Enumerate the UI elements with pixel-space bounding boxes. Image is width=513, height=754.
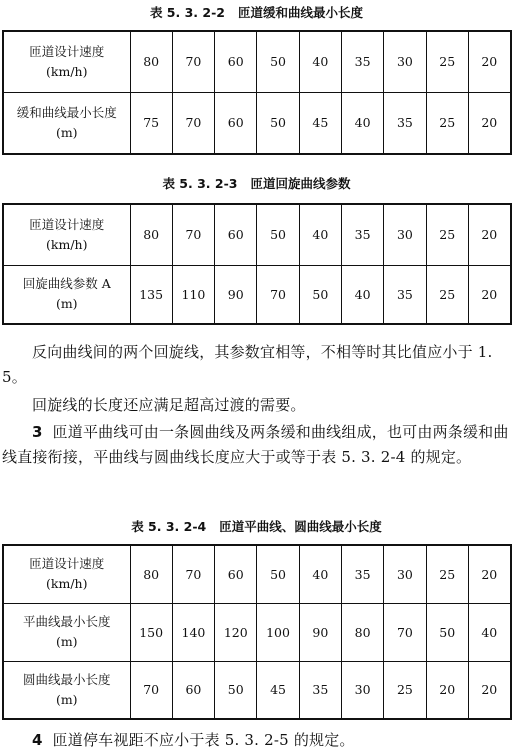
row-label: 平曲线最小长度: [22, 614, 111, 629]
table-caption: [0, 176, 513, 192]
table-cell: 25: [426, 92, 468, 154]
table-caption: [0, 519, 513, 535]
table-cell: 50: [426, 603, 468, 661]
table-ramp-curve-min-length: [2, 544, 512, 720]
row-header: [3, 31, 130, 92]
row-header: [3, 265, 130, 324]
row-header: [3, 661, 130, 719]
table-row: [3, 661, 511, 719]
table-cell: 35: [384, 92, 426, 154]
table-row: [3, 204, 511, 265]
table-cell: 20: [426, 661, 468, 719]
table-cell: 50: [215, 661, 257, 719]
row-unit: (km/h): [46, 63, 88, 79]
table-cell: 90: [215, 265, 257, 324]
row-header: [3, 545, 130, 603]
row-label: 缓和曲线最小长度: [16, 104, 117, 120]
table-cell: 80: [130, 31, 172, 92]
table-cell: 60: [215, 31, 257, 92]
table-cell: 20: [468, 545, 510, 603]
table-cell: 50: [299, 265, 341, 324]
caption-title: 匝道回旋曲线参数: [250, 176, 351, 191]
table-cell: 20: [468, 92, 510, 154]
table-cell: 70: [172, 204, 214, 265]
table-cell: 45: [299, 92, 341, 154]
clause-text: 匝道停车视距不应小于表 5. 3. 2-5 的规定。: [52, 731, 355, 749]
row-unit: (km/h): [46, 236, 88, 252]
table-cell: 40: [299, 204, 341, 265]
table-cell: 50: [257, 204, 299, 265]
table-cell: 80: [130, 204, 172, 265]
row-unit: (m): [55, 296, 78, 312]
table-cell: 70: [257, 265, 299, 324]
caption-title: 匝道平曲线、圆曲线最小长度: [219, 519, 382, 534]
row-unit: (m): [55, 691, 78, 707]
table-cell: 20: [468, 661, 510, 719]
table-cell: 25: [426, 545, 468, 603]
table-ramp-transition-curve-min-length: [2, 30, 512, 155]
table-cell: 70: [172, 31, 214, 92]
table-cell: 110: [172, 265, 214, 324]
table-cell: 50: [257, 545, 299, 603]
table-cell: 20: [468, 204, 510, 265]
table-cell: 35: [299, 661, 341, 719]
row-header: [3, 204, 130, 265]
table-cell: 25: [426, 31, 468, 92]
row-label: 匝道设计速度: [29, 216, 105, 232]
row-label: 圆曲线最小长度: [22, 671, 111, 687]
table-cell: 100: [257, 603, 299, 661]
table-cell: 20: [468, 31, 510, 92]
table-cell: 75: [130, 92, 172, 154]
clause-number: 4: [32, 731, 43, 749]
caption-title: 匝道缓和曲线最小长度: [238, 5, 364, 20]
paragraph: [2, 728, 510, 753]
row-header: [3, 92, 130, 154]
table-cell: 35: [384, 265, 426, 324]
table-cell: 25: [426, 265, 468, 324]
paragraph: 回旋线的长度还应满足超高过渡的需要。: [32, 396, 306, 414]
table-row: [3, 31, 511, 92]
table-cell: 30: [341, 661, 383, 719]
clause-text: 匝道平曲线可由一条圆曲线及两条缓和曲线组成，也可由两条缓和曲线直接衔接，平曲线与圆曲线长度应大于或等于表 5. 3. 2-4 的规定。: [2, 423, 509, 466]
table-cell: 35: [341, 204, 383, 265]
table-cell: 70: [172, 545, 214, 603]
table-row: [3, 545, 511, 603]
table-cell: 80: [341, 603, 383, 661]
table-cell: 40: [299, 31, 341, 92]
table-cell: 30: [384, 204, 426, 265]
row-unit: (m): [55, 634, 78, 649]
table-cell: 80: [130, 545, 172, 603]
table-cell: 150: [130, 603, 172, 661]
paragraph: [2, 420, 510, 470]
table-cell: 30: [384, 545, 426, 603]
table-cell: 25: [384, 661, 426, 719]
caption-number: 表 5. 3. 2-4: [131, 519, 207, 534]
table-row: [3, 265, 511, 324]
table-cell: 90: [299, 603, 341, 661]
table-cell: 70: [172, 92, 214, 154]
table-cell: 60: [172, 661, 214, 719]
table-cell: 70: [384, 603, 426, 661]
row-label: 匝道设计速度: [29, 556, 105, 572]
row-unit: (km/h): [46, 576, 88, 592]
table-cell: 20: [468, 265, 510, 324]
table-cell: 50: [257, 31, 299, 92]
table-cell: 120: [215, 603, 257, 661]
table-cell: 45: [257, 661, 299, 719]
table-cell: 40: [468, 603, 510, 661]
table-caption: [0, 5, 513, 21]
table-row: [3, 92, 511, 154]
caption-number: 表 5. 3. 2-3: [162, 176, 238, 191]
table-cell: 60: [215, 92, 257, 154]
table-cell: 60: [215, 204, 257, 265]
table-cell: 40: [299, 545, 341, 603]
clause-number: 3: [32, 423, 43, 441]
table-ramp-clothoid-parameter: [2, 203, 512, 325]
table-cell: 40: [341, 92, 383, 154]
table-row: [3, 603, 511, 661]
table-cell: 40: [341, 265, 383, 324]
table-cell: 25: [426, 204, 468, 265]
paragraph: 反向曲线间的两个回旋线，其参数宜相等，不相等时其比值应小于 1. 5。: [2, 343, 493, 386]
table-cell: 30: [384, 31, 426, 92]
row-unit: (m): [55, 124, 78, 140]
row-label: 匝道设计速度: [29, 43, 105, 59]
table-cell: 70: [130, 661, 172, 719]
table-cell: 35: [341, 31, 383, 92]
table-cell: 50: [257, 92, 299, 154]
row-label: 回旋曲线参数 A: [22, 276, 111, 292]
caption-number: 表 5. 3. 2-2: [149, 5, 225, 20]
table-cell: 35: [341, 545, 383, 603]
row-header: [3, 603, 130, 661]
table-cell: 60: [215, 545, 257, 603]
table-cell: 140: [172, 603, 214, 661]
table-cell: 135: [130, 265, 172, 324]
